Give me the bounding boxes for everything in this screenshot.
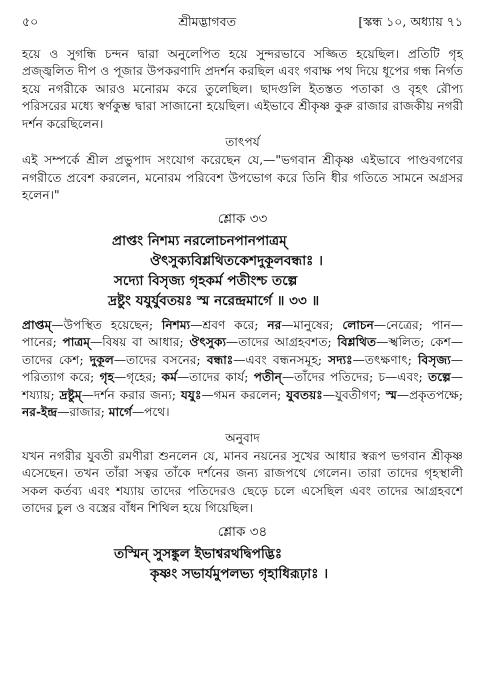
synonym-meaning: —এবং বন্ধনসমূহ; [233, 352, 329, 367]
synonym-word: পতীন্ [253, 370, 282, 385]
synonym-meaning: —দর্শন করার জন্য; [81, 387, 181, 402]
synonym-word: বিসৃজ্য [418, 352, 451, 367]
synonym-meaning: —পথে। [131, 405, 170, 420]
synonym-meaning: পান—পানের; [22, 318, 463, 350]
verse-34-text [22, 544, 463, 584]
synonym-word: যযুঃ [180, 387, 202, 402]
synonym-meaning: —গৃহের; [114, 370, 162, 385]
page-number: ৫০ [22, 14, 39, 29]
translation-heading: অনুবাদ [225, 430, 260, 445]
synonym-meaning: —প্রকৃতপক্ষে; [396, 387, 463, 402]
synonym-word: পাত্রম্ [62, 335, 91, 350]
synonym-word: প্রাপ্তম্ [22, 318, 52, 333]
canto-chapter: [স্কন্ধ ১০, অধ্যায় ৭১ [358, 14, 463, 29]
synonym-word: মার্গে [108, 405, 132, 420]
translation-text: যখন নগরীর যুবতী রমণীরা শুনলেন যে, মানব নয়নের সুখের আধার স্বরূপ ভগবান শ্রীকৃষ্ণ এসেছেন। তখন তাঁরা সত্বর তাঁকে দর্শনের জন্য রাজপথে গেলেন। তারা তাদের গৃহস্থালী সকল কর্তব্য এবং শয্যায় তাদের পতিদেরও ছেড়ে চলে এসেছিল এবং তাদের আগ্রহবশে তাদের চুল ও বস্ত্রের বাঁধন শিথিল হয়ে গিয়েছিল। [22, 448, 463, 516]
verse-line: দ্রষ্টুং যযুর্যুবতয়ঃ স্ম নরেন্দ্রমার্গে ॥ ৩৩ ॥ [108, 293, 320, 310]
synonym-meaning: —রাজার; [57, 405, 109, 420]
synonym-word: বন্ধাঃ [206, 352, 234, 367]
synonym-meaning: —বিষয় বা আধার; [90, 335, 190, 350]
synonym-meaning: কেশ—তাদের কেশ; [22, 335, 464, 367]
purport-text: এই সম্পর্কে শ্রীল প্রভুপাদ সংযোগ করেছেন যে,—"ভগবান শ্রীকৃষ্ণ এইভাবে পাণ্ডবগণের নগরীতে প্রবেশ করলেন, মনোরম পরিবেশ উপভোগ করে তিনি ধীর গতিতে সামনে অগ্রসর হলেন।" [22, 153, 463, 203]
synonym-word: কর্ম [161, 370, 177, 385]
synonym-word: দুকূল [89, 352, 114, 367]
synonym-meaning: —মানুষের; [281, 318, 343, 333]
synonym-meaning: —যুবতীগণ; [322, 387, 386, 402]
synonym-meaning: —তাদের কার্য; [176, 370, 254, 385]
purport-heading: তাৎপর্য [225, 135, 260, 150]
synonym-word: গৃহ [99, 370, 115, 385]
synonym-word: সদ্যঃ [328, 352, 353, 367]
synonym-word: ঔৎসুক্য [189, 335, 227, 350]
synonyms-paragraph [22, 317, 463, 421]
synonym-meaning: চ—এবং; [378, 370, 429, 385]
synonym-word: বিশ্লথিত [337, 335, 377, 350]
synonym-word: নিশম্য [161, 318, 191, 333]
synonym-word: লোচন [342, 318, 374, 333]
verse-33-text [22, 231, 463, 311]
synonym-meaning: —শ্রবণ করে; [190, 318, 268, 333]
verse-33-title: শ্লোক ৩৩ [217, 210, 268, 227]
verse-line: কৃষ্ণং সভার্যমুপলভ্য গৃহাধিরূঢ়াঃ । [150, 565, 329, 582]
synonym-meaning: —নেত্রের; [373, 318, 432, 333]
intro-paragraph: হয়ে ও সুগন্ধি চন্দন দ্বারা অনুলেপিত হয়ে সুন্দরভাবে সজ্জিত হয়েছিল। প্রতিটি গৃহ প্রজ্জ্বলিত দীপ ও পূজার উপকরণাদি প্রদর্শন করছিল এবং গবাক্ষ পথ দিয়ে ধূপের গন্ধ নির্গত হয়ে নগরীকে আরও মনোরম করে তুলেছিল। ছাদগুলি ইতস্তত পতাকা ও বৃহৎ রৌপ্য পরিসরের মধ্যে স্বর্ণকুম্ভ দ্বারা সাজানো হয়েছিল। এইভাবে শ্রীকৃষ্ণ কুরু রাজার রাজকীয় নগরী দর্শন করেছিলেন। [22, 47, 463, 131]
synonym-meaning: —শয্যায়; [22, 370, 464, 402]
verse-line: ঔৎসুক্যবিশ্লথিতকেশদুকূলবন্ধাঃ । [150, 253, 323, 270]
synonym-meaning: —উপস্থিত হয়েছেন; [51, 318, 162, 333]
synonym-meaning: —পরিত্যাগ করে; [22, 352, 463, 385]
verse-line: তস্মিন্ সুসঙ্কুল ইভাশ্বরথদ্বিপদ্ভিঃ [114, 545, 283, 562]
synonym-meaning: —তাদের আগ্রহবশত; [226, 335, 338, 350]
synonym-meaning: —তাঁদের পতিদের; [281, 370, 379, 385]
verse-line: সদ্যো বিসৃজ্য গৃহকর্ম পতীংশ্চ তল্পে [114, 273, 298, 290]
synonym-word: নর [267, 318, 282, 333]
synonym-meaning: —স্খলিত; [376, 335, 431, 350]
synonym-word: স্ম [385, 387, 397, 402]
synonym-word: দ্রষ্টুম্ [59, 387, 82, 402]
book-title: শ্রীমদ্ভাগবত [178, 14, 236, 29]
verse-34-title: শ্লোক ৩৪ [217, 523, 268, 540]
running-header [22, 14, 463, 30]
synonym-meaning: —তাদের বসনের; [113, 352, 207, 367]
synonym-word: নর-ইন্দ্র [22, 405, 58, 420]
synonym-word: তল্পে [428, 370, 451, 385]
synonym-word: যুবতয়ঃ [286, 387, 323, 402]
synonym-meaning: —তৎক্ষণাৎ; [352, 352, 419, 367]
synonym-meaning: —গমন করলেন; [201, 387, 287, 402]
verse-line: প্রাপ্তং নিশম্য নরলোচনপানপাত্রম্ [112, 233, 287, 250]
